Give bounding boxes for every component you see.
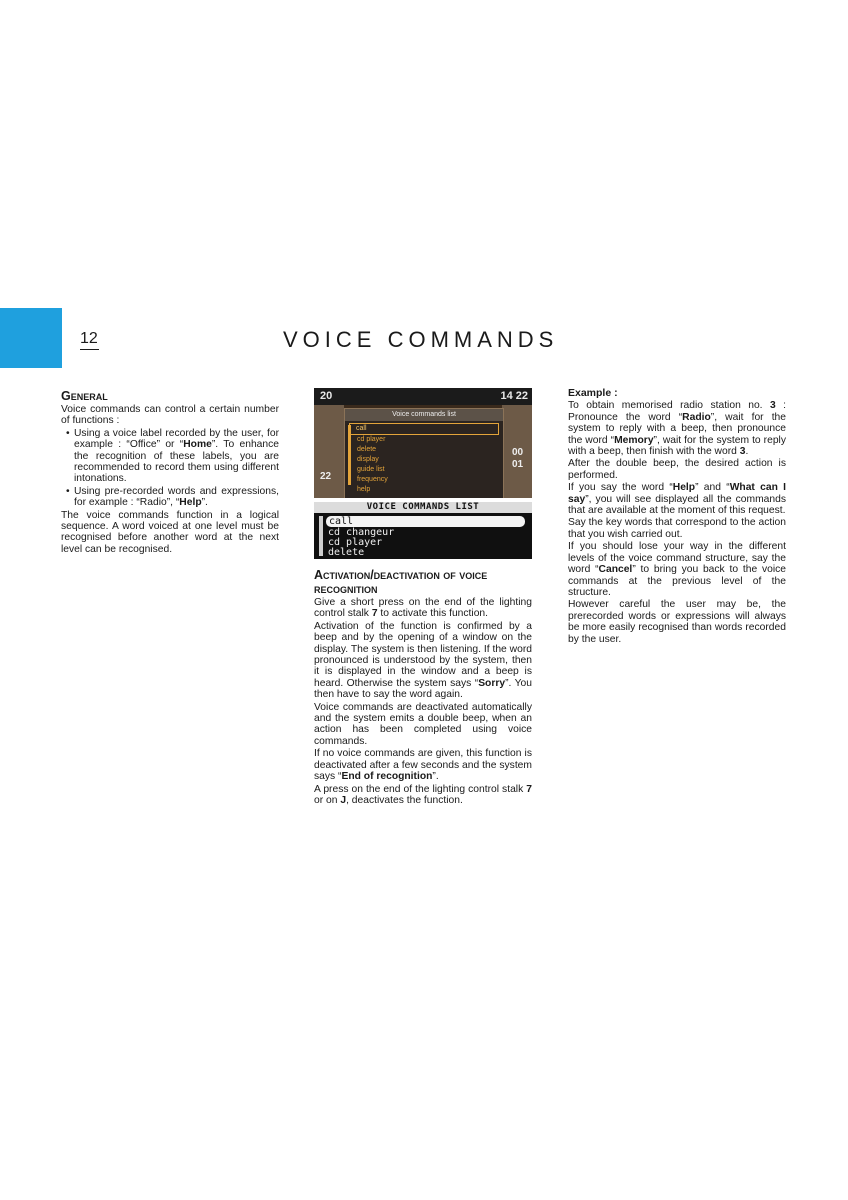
page-title: VOICE COMMANDS [283,327,559,352]
example-p1: To obtain memorised radio station no. 3 : Pronounce the word “Radio”, wait for the system to reply with a beep, then pronounce the word “Memory”, wait for the system to reply with a beep, then finish with the word 3. [568,400,787,458]
page-number-underline [80,349,99,350]
list-item: guide list [357,466,385,473]
list-item: help [357,486,371,493]
heading-general: General [61,389,108,403]
status-left: 20 [320,390,333,402]
list-item: call [349,423,499,435]
voice-commands-window [344,408,504,498]
display-status-bar [314,388,532,405]
page-number: 12 [80,330,98,347]
general-bullet: • Using pre-recorded words and expressions, for example : “Radio”, “Help”. [74,486,279,509]
activation-p3: Voice commands are deactivated automatically and the system emits a double beep, when an action has been completed using voice commands. [314,701,532,747]
heading-activation: Activation/deactivation of voice recognition [314,568,488,596]
right-value: 00 [512,447,524,458]
window-title: Voice commands list [345,409,503,421]
general-closing: The voice commands function in a logical sequence. A word voiced at one level must be recognised before another word at the next level can be recognised. [61,509,279,555]
list-item: call [326,516,525,527]
list-item: cd changeur [328,527,395,538]
activation-p2: Activation of the function is confirmed by a beep and by the opening of a window on the display. The system is then listening. If the word pronounced is understood by the system, then it is displayed in the window and a beep is heard. Otherwise the system says “Sorry”. You then have to say the word again. [314,620,532,701]
list-item: frequency [357,476,388,483]
list-item: cd player [357,436,386,443]
column-activation [314,568,532,807]
example-p2: After the double beep, the desired action is performed. [568,458,786,481]
display-screenshot-color [314,388,532,498]
activation-p5: A press on the end of the lighting control stalk 7 or on J, deactivates the function. [314,783,532,806]
activation-p4: If no voice commands are given, this function is deactivated after a few seconds and the system says “End of recognition”. [314,748,532,783]
list-item: delete [328,547,365,558]
general-intro: Voice commands can control a certain number of functions : [61,404,279,427]
display-screenshot-mono [314,502,532,559]
list-item: delete [357,446,377,453]
column-general [61,390,279,556]
display-left-panel [314,405,344,498]
section-tab [0,308,62,368]
heading-example: Example : [568,387,618,399]
column-example [568,388,786,646]
example-p4: Say the key words that correspond to the action that you wish carried out. [568,517,786,540]
status-clock: 14 22 [500,390,528,402]
list-item: display [357,456,379,463]
display-right-panel [502,405,532,498]
mono-scrollbar [319,516,323,556]
activation-p1: Give a short press on the end of the lighting control stalk 7 to activate this function. [314,597,532,620]
example-p5: If you should lose your way in the different levels of the voice command structure, say the word “Cancel” to bring you back to the voice commands at the previous level of the structure. [568,541,786,598]
window-scrollbar [348,425,351,485]
example-p6: However careful the user may be, the prerecorded words or expressions will always be more easily recognised than words recorded by the user. [568,599,786,645]
mono-window-title: VOICE COMMANDS LIST [314,502,532,513]
example-p3: If you say the word “Help” and “What can I say”, you will see displayed all the commands that are available at the moment of this request. [568,482,786,517]
general-bullets [61,428,279,509]
left-value: 22 [320,471,332,482]
general-bullet: • Using a voice label recorded by the user, for example : “Office” or “Home”. To enhance the recognition of these labels, you are recommended to record them using different intonations. [74,428,279,485]
right-value: 01 [512,459,524,470]
list-item: cd player [328,537,383,548]
